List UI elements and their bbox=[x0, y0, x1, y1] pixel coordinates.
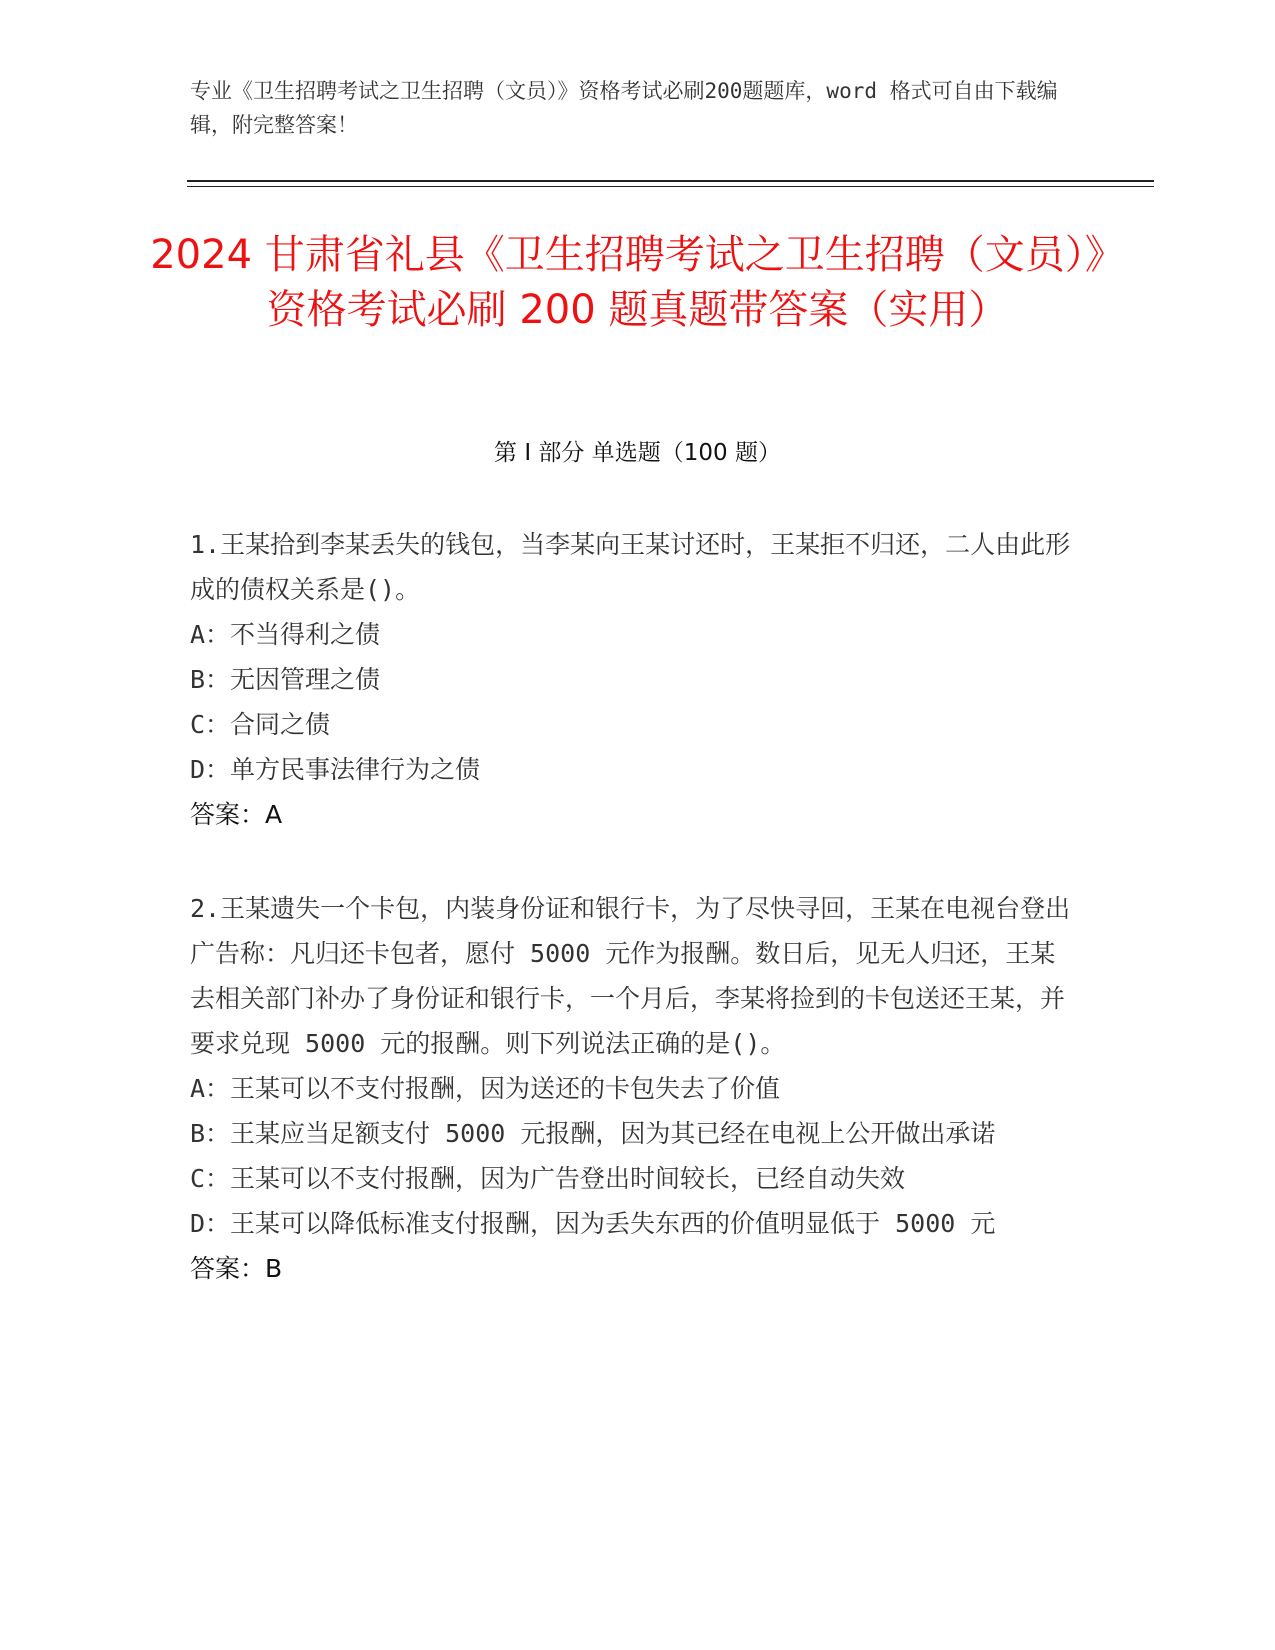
section-heading: 第 I 部分 单选题（100 题） bbox=[494, 440, 781, 466]
question-item bbox=[190, 886, 1080, 1291]
option-a: A：王某可以不支付报酬，因为送还的卡包失去了价值 bbox=[190, 1074, 781, 1103]
header-note: 专业《卫生招聘考试之卫生招聘（文员）》资格考试必刷200题题库，word 格式可自由下载编辑，附完整答案！ bbox=[190, 79, 1058, 137]
question-stem: 2.王某遗失一个卡包，内装身份证和银行卡，为了尽快寻回，王某在电视台登出广告称：凡归还卡包者，愿付 5000 元作为报酬。数日后，见无人归还，王某去相关部门补办了身份证和银行卡，一个月后，李某将捡到的卡包送还王某，并要求兑现 5000 元的报酬。则下列说法正确的是()。 bbox=[190, 894, 1071, 1058]
option-a: A：不当得利之债 bbox=[190, 620, 381, 649]
option-b: B：无因管理之债 bbox=[190, 665, 381, 694]
option-d: D：单方民事法律行为之债 bbox=[190, 755, 481, 784]
document-title: 2024 甘肃省礼县《卫生招聘考试之卫生招聘（文员）》资格考试必刷 200 题真题带答案（实用） bbox=[150, 232, 1125, 333]
option-c: C：合同之债 bbox=[190, 710, 331, 739]
option-c: C：王某可以不支付报酬，因为广告登出时间较长，已经自动失效 bbox=[190, 1164, 906, 1193]
header-divider-thick bbox=[187, 180, 1154, 182]
option-d: D：王某可以降低标准支付报酬，因为丢失东西的价值明显低于 5000 元 bbox=[190, 1209, 996, 1238]
question-item bbox=[190, 522, 1080, 837]
answer-line: 答案：B bbox=[190, 1254, 283, 1283]
answer-line: 答案：A bbox=[190, 800, 283, 829]
question-stem: 1.王某拾到李某丢失的钱包，当李某向王某讨还时，王某拒不归还，二人由此形成的债权关系是()。 bbox=[190, 530, 1071, 604]
option-b: B：王某应当足额支付 5000 元报酬，因为其已经在电视上公开做出承诺 bbox=[190, 1119, 996, 1148]
header-divider-thin bbox=[187, 186, 1154, 187]
